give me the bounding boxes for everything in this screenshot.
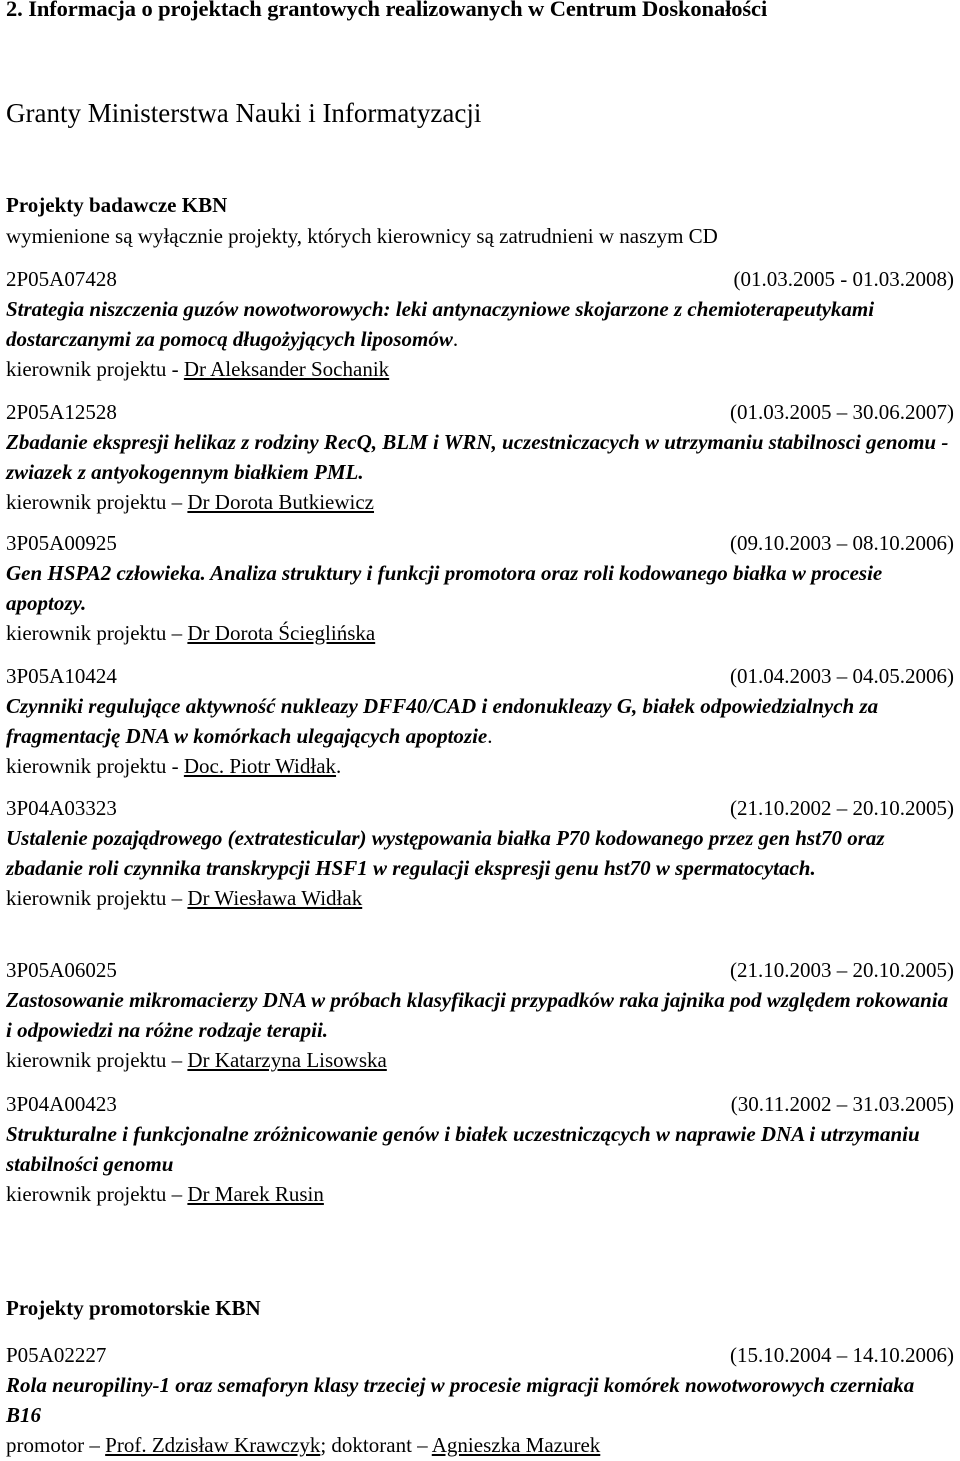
project-code: 2P05A07428 xyxy=(6,267,117,291)
project-title: Gen HSPA2 człowieka. Analiza struktury i funkcji promotora oraz roli kodowanego białka w procesie apoptozy. xyxy=(6,561,883,615)
project-dates: (21.10.2002 – 20.10.2005) xyxy=(730,796,954,820)
project-manager: kierownik projektu – Dr Katarzyna Lisowska xyxy=(6,1048,387,1072)
promotor-link[interactable]: Prof. Zdzisław Krawczyk xyxy=(105,1433,321,1457)
page-title: 2. Informacja o projektach grantowych realizowanych w Centrum Doskonałości xyxy=(6,0,768,21)
project-entry xyxy=(6,955,954,1075)
doktorant-link[interactable]: Agnieszka Mazurek xyxy=(431,1433,601,1457)
project-dates: (01.04.2003 – 04.05.2006) xyxy=(730,664,954,688)
kbn-heading: Projekty badawcze KBN xyxy=(6,193,228,217)
project-entry xyxy=(6,264,954,384)
project-code: 2P05A12528 xyxy=(6,400,117,424)
project-title: Zbadanie ekspresji helikaz z rodziny RecQ, BLM i WRN, uczestniczacych w utrzymaniu stabilnosci genomu - zwiazek z antyokogennym białkiem PML. xyxy=(6,430,949,484)
project-dates: (30.11.2002 – 31.03.2005) xyxy=(730,1092,954,1116)
project-code: 3P05A10424 xyxy=(6,664,117,688)
project-entry xyxy=(6,793,954,913)
manager-link[interactable]: Dr Marek Rusin xyxy=(187,1182,324,1206)
project-manager: kierownik projektu – Dr Marek Rusin xyxy=(6,1182,324,1206)
project-title: Strukturalne i funkcjonalne zróżnicowanie genów i białek uczestniczących w naprawie DNA i utrzymaniu stabilności genomu xyxy=(6,1122,920,1176)
project-code: 3P05A00925 xyxy=(6,531,117,555)
promotor-line: promotor – Prof. Zdzisław Krawczyk; doktorant – Agnieszka Mazurek xyxy=(6,1433,601,1457)
project-manager: kierownik projektu – Dr Dorota Ścieglińska xyxy=(6,621,376,645)
project-code: 3P04A00423 xyxy=(6,1092,117,1116)
project-manager: kierownik projektu - Dr Aleksander Sochanik xyxy=(6,357,390,381)
project-dates: (21.10.2003 – 20.10.2005) xyxy=(730,958,954,982)
project-title: Ustalenie pozajądrowego (extratesticular) występowania białka P70 kodowanego przez gen hst70 oraz zbadanie roli czynnika transkrypcji HSF1 w regulacji ekspresji genu hst70 w spermatocytach. xyxy=(6,826,885,880)
project-dates: (01.03.2005 – 30.06.2007) xyxy=(730,400,954,424)
manager-link[interactable]: Dr Dorota Ścieglińska xyxy=(187,621,376,645)
project-title: Zastosowanie mikromacierzy DNA w próbach klasyfikacji przypadków raka jajnika pod względem rokowania i odpowiedzi na różne rodzaje terapii. xyxy=(6,988,949,1042)
promotor-heading: Projekty promotorskie KBN xyxy=(6,1296,261,1320)
project-title: Czynniki regulujące aktywność nukleazy DFF40/CAD i endonukleazy G, białek odpowiedzialnych za fragmentację DNA w komórkach ulegających apoptozie. xyxy=(6,694,879,748)
section-heading: Granty Ministerstwa Nauki i Informatyzacji xyxy=(6,98,482,128)
project-title: Strategia niszczenia guzów nowotworowych: leki antynaczyniowe skojarzone z chemioterapeutykami dostarczanymi za pomocą długożyjących liposomów. xyxy=(6,297,875,351)
project-manager: kierownik projektu – Dr Wiesława Widłak xyxy=(6,886,363,910)
project-dates: (15.10.2004 – 14.10.2006) xyxy=(730,1343,954,1367)
project-dates: (01.03.2005 - 01.03.2008) xyxy=(733,267,954,291)
promotor-project-entry xyxy=(6,1340,954,1460)
project-entry xyxy=(6,661,954,781)
project-manager: kierownik projektu – Dr Dorota Butkiewicz xyxy=(6,490,375,514)
manager-link[interactable]: Dr Katarzyna Lisowska xyxy=(187,1048,387,1072)
project-entry xyxy=(6,397,954,517)
manager-link[interactable]: Dr Wiesława Widłak xyxy=(187,886,363,910)
kbn-note: wymienione są wyłącznie projekty, których kierownicy są zatrudnieni w naszym CD xyxy=(6,224,718,248)
project-code: 3P05A06025 xyxy=(6,958,117,982)
project-title: Rola neuropiliny-1 oraz semaforyn klasy trzeciej w procesie migracji komórek nowotworowych czerniaka B16 xyxy=(6,1373,915,1427)
project-dates: (09.10.2003 – 08.10.2006) xyxy=(730,531,954,555)
project-code: 3P04A03323 xyxy=(6,796,117,820)
project-manager: kierownik projektu - Doc. Piotr Widłak. xyxy=(6,754,342,778)
project-entry xyxy=(6,528,954,648)
project-code: P05A02227 xyxy=(6,1343,107,1367)
manager-link[interactable]: Doc. Piotr Widłak xyxy=(183,754,337,778)
project-entry xyxy=(6,1089,954,1209)
manager-link[interactable]: Dr Dorota Butkiewicz xyxy=(187,490,375,514)
manager-link[interactable]: Dr Aleksander Sochanik xyxy=(183,357,390,381)
